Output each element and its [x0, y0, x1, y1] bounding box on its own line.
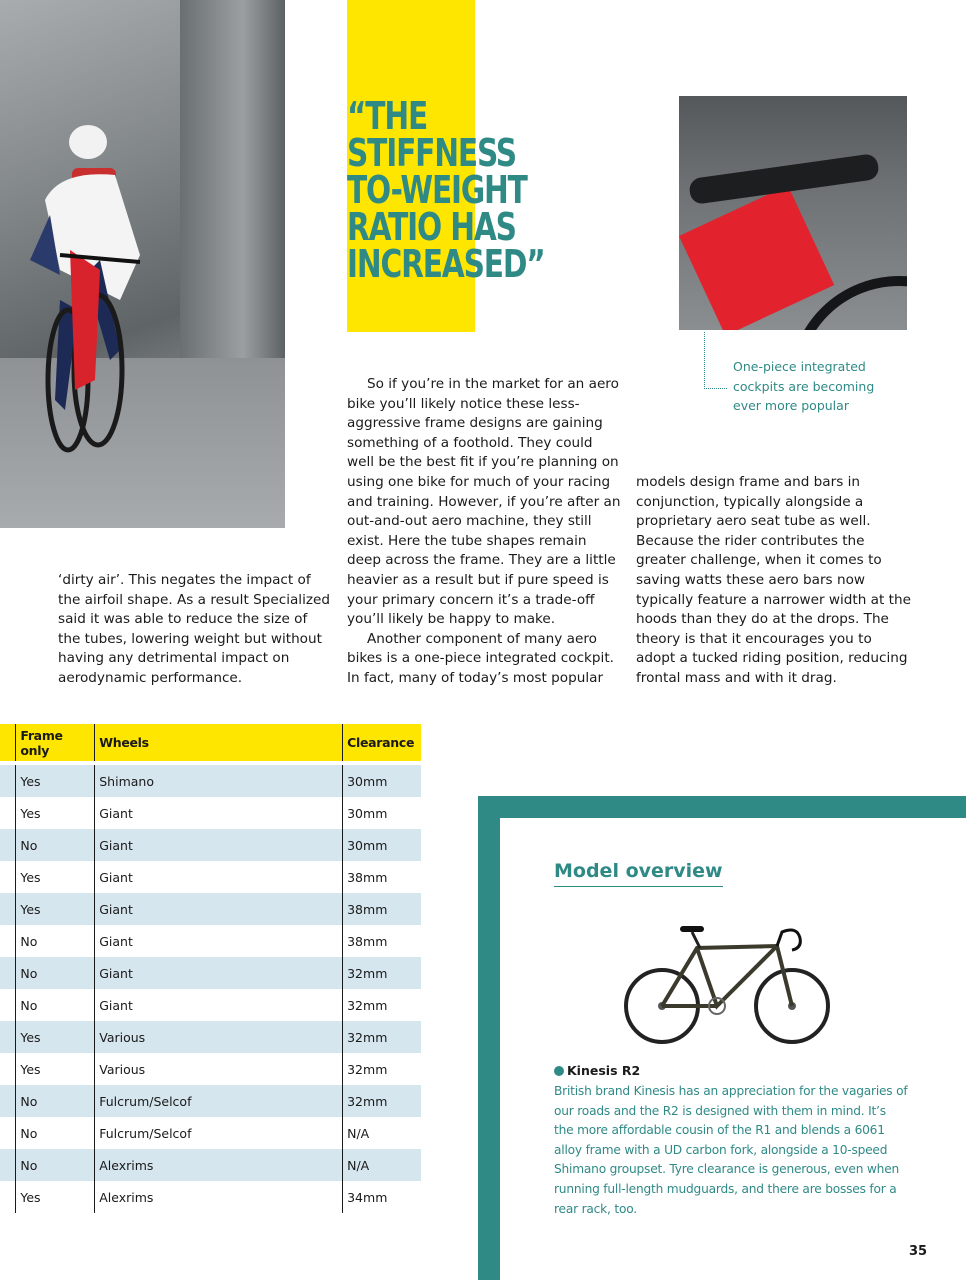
cell-clearance: 34mm	[343, 1181, 421, 1213]
table-row	[0, 893, 421, 925]
table-cell-cut	[0, 765, 16, 797]
body-column-3	[636, 473, 911, 689]
cell-clearance: 30mm	[343, 829, 421, 861]
cell-frame-only: Yes	[16, 797, 95, 829]
table-cell-cut	[0, 1021, 16, 1053]
cell-clearance: 38mm	[343, 925, 421, 957]
table-row	[0, 957, 421, 989]
header-clearance: Clearance	[343, 724, 421, 761]
cell-wheels: Various	[95, 1021, 343, 1053]
model-name	[554, 1063, 640, 1078]
bullet-icon	[554, 1066, 564, 1076]
table-cell-cut	[0, 1117, 16, 1149]
cell-wheels: Giant	[95, 797, 343, 829]
pull-quote: “THE STIFFNESS TO-WEIGHT RATIO HAS INCREASED”	[347, 94, 545, 286]
cell-clearance: 32mm	[343, 1085, 421, 1117]
table-row	[0, 829, 421, 861]
table-cell-cut	[0, 797, 16, 829]
table-row	[0, 765, 421, 797]
cell-wheels: Shimano	[95, 765, 343, 797]
cell-frame-only: Yes	[16, 1053, 95, 1085]
cyclist-figure	[0, 0, 285, 528]
overview-frame-left	[478, 796, 500, 1280]
model-name-text: Kinesis R2	[567, 1063, 641, 1078]
cell-clearance: 30mm	[343, 797, 421, 829]
table-cell-cut	[0, 989, 16, 1021]
red-frame	[679, 185, 834, 330]
body-paragraph: models design frame and bars in conjunction, typically alongside a proprietary aero seat tube as well. Because the rider contributes the greater challenge, when it comes to saving watts these aero bars now typically feature a narrower width at the hoods than they do at the drops. The theory is that it encourages you to adopt a tucked riding position, reducing frontal mass and with it drag.	[636, 474, 911, 686]
header-frame-only: Frame only	[16, 724, 95, 761]
overview-frame-top	[478, 796, 966, 818]
cell-clearance: N/A	[343, 1117, 421, 1149]
body-paragraph: ‘dirty air’. This negates the impact of the airfoil shape. As a result Specialized said it was able to reduce the size of the tubes, lowering weight but without having any detrimental impact on aerodynamic performance.	[58, 572, 330, 686]
cell-wheels: Giant	[95, 829, 343, 861]
body-column-2	[347, 375, 622, 689]
caption-pointer	[704, 332, 727, 389]
cell-clearance: 38mm	[343, 893, 421, 925]
table-cell-cut	[0, 829, 16, 861]
cell-frame-only: Yes	[16, 893, 95, 925]
body-paragraph: So if you’re in the market for an aero bike you’ll likely notice these less-aggressive frame designs are gaining something of a foothold. They could well be the best fit if you’re planning on using one bike for much of your racing and training. However, if you’re after an out-and-out aero machine, they still exist. Here the tube shapes remain deep across the frame. They are a little heavier as a result but if pure speed is your primary concern it’s a trade-off you’ll likely be happy to make.	[347, 376, 621, 628]
rider-photo	[0, 0, 285, 528]
cell-wheels: Fulcrum/Selcof	[95, 1117, 343, 1149]
cockpit-photo	[679, 96, 907, 330]
table-cell-cut	[0, 1085, 16, 1117]
spec-table	[0, 724, 421, 1213]
cell-frame-only: No	[16, 1149, 95, 1181]
cell-clearance: 38mm	[343, 861, 421, 893]
overview-title: Model overview	[554, 860, 723, 887]
cell-frame-only: Yes	[16, 1021, 95, 1053]
cell-frame-only: No	[16, 989, 95, 1021]
table-cell-cut	[0, 957, 16, 989]
cell-clearance: 32mm	[343, 1053, 421, 1085]
cell-wheels: Giant	[95, 957, 343, 989]
table-row	[0, 989, 421, 1021]
cell-wheels: Giant	[95, 893, 343, 925]
header-wheels: Wheels	[95, 724, 343, 761]
table-row	[0, 1181, 421, 1213]
cell-clearance: 32mm	[343, 1021, 421, 1053]
table-cell-cut	[0, 861, 16, 893]
model-description: British brand Kinesis has an appreciation for the vagaries of our roads and the R2 is designed with them in mind. It’s the more affordable cousin of the R1 and blends a 6061 alloy frame with a UD carbon fork, alongside a 10-speed Shimano groupset. Tyre clearance is generous, even when running full-length mudguards, and there are bosses for a rear rack, too.	[554, 1084, 908, 1216]
cell-clearance: 32mm	[343, 957, 421, 989]
cell-wheels: Alexrims	[95, 1149, 343, 1181]
table-cell-cut	[0, 893, 16, 925]
table-row	[0, 1149, 421, 1181]
cell-wheels: Fulcrum/Selcof	[95, 1085, 343, 1117]
table-cell-cut	[0, 1181, 16, 1213]
table-cell-cut	[0, 925, 16, 957]
cell-frame-only: No	[16, 957, 95, 989]
table-row	[0, 861, 421, 893]
cell-clearance: 30mm	[343, 765, 421, 797]
page-number: 35	[909, 1244, 928, 1259]
body-paragraph: Another component of many aero bikes is a one-piece integrated cockpit. In fact, many of today’s most popular	[347, 630, 614, 686]
cell-wheels: Various	[95, 1053, 343, 1085]
table-row	[0, 1085, 421, 1117]
cell-frame-only: No	[16, 1117, 95, 1149]
table-body	[0, 765, 421, 1213]
cell-frame-only: Yes	[16, 861, 95, 893]
cell-frame-only: No	[16, 925, 95, 957]
cell-wheels: Alexrims	[95, 1181, 343, 1213]
table-row	[0, 1021, 421, 1053]
table-row	[0, 925, 421, 957]
cell-frame-only: No	[16, 829, 95, 861]
photo-caption: One-piece integrated cockpits are becoming ever more popular	[733, 359, 875, 413]
cell-frame-only: Yes	[16, 765, 95, 797]
cell-frame-only: Yes	[16, 1181, 95, 1213]
bike-image	[622, 918, 837, 1058]
cell-frame-only: No	[16, 1085, 95, 1117]
table-cell-cut	[0, 1053, 16, 1085]
cell-wheels: Giant	[95, 925, 343, 957]
cell-wheels: Giant	[95, 989, 343, 1021]
table-header-row	[0, 724, 421, 761]
body-column-1	[58, 571, 333, 689]
cell-clearance: N/A	[343, 1149, 421, 1181]
table-row	[0, 1053, 421, 1085]
table-header-cut	[0, 724, 16, 761]
table-cell-cut	[0, 1149, 16, 1181]
cell-wheels: Giant	[95, 861, 343, 893]
table-row	[0, 1117, 421, 1149]
table-row	[0, 797, 421, 829]
cell-clearance: 32mm	[343, 989, 421, 1021]
